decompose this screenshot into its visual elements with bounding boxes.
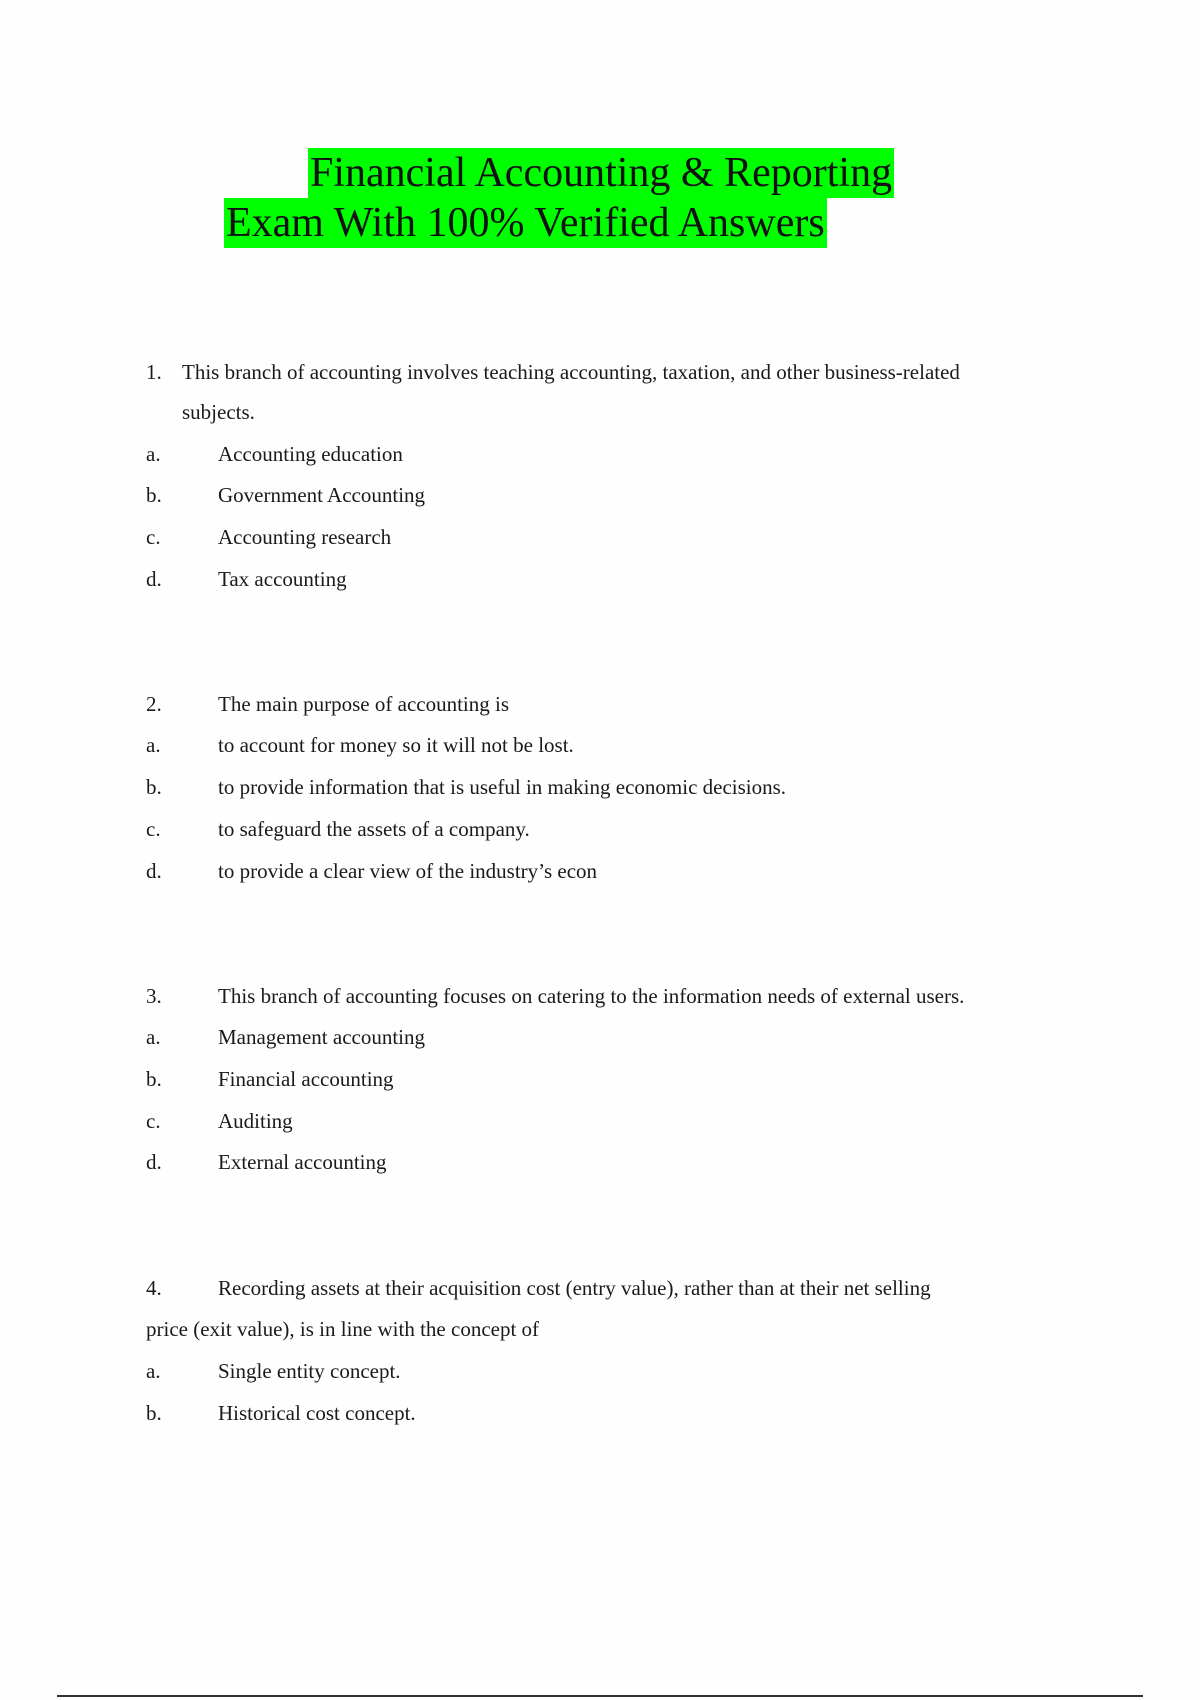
option-label: c. [146,817,161,841]
question-number: 4. [146,1276,162,1300]
option-label: b. [146,1401,162,1425]
option-text: Accounting education [218,442,403,466]
option-text: External accounting [218,1150,387,1174]
option-label: a. [146,1359,161,1383]
document-title-line-1: Financial Accounting & Reporting [310,150,893,196]
option-text: Financial accounting [218,1067,394,1091]
option-text: Management accounting [218,1025,426,1049]
option-text: to provide information that is useful in making economic decisions. [218,775,787,799]
question-text: This branch of accounting focuses on catering to the information needs of external users. [218,984,965,1008]
question-text: Recording assets at their acquisition cost (entry value), rather than at their net selling [218,1276,931,1300]
option-text: to safeguard the assets of a company. [218,817,530,841]
question-number: 2. [146,692,162,716]
option-label: d. [146,567,162,591]
option-text: Historical cost concept. [218,1401,416,1425]
option-label: c. [146,525,161,549]
question-number: 3. [146,984,162,1008]
option-label: a. [146,1025,161,1049]
option-label: b. [146,483,162,507]
document-title-line-2: Exam With 100% Verified Answers [226,200,825,246]
question-text: This branch of accounting involves teaching accounting, taxation, and other business-related [182,360,960,384]
option-text: Government Accounting [218,483,426,507]
option-label: b. [146,775,162,799]
option-text: Tax accounting [218,567,347,591]
question-text-continued: price (exit value), is in line with the concept of [146,1317,540,1341]
option-text: Single entity concept. [218,1359,401,1383]
option-text: to account for money so it will not be lost. [218,733,574,757]
option-label: d. [146,1150,162,1174]
option-text: Auditing [218,1109,293,1133]
option-label: c. [146,1109,161,1133]
question-number: 1. [146,360,162,384]
option-text: Accounting research [218,525,392,549]
option-label: a. [146,442,161,466]
option-label: b. [146,1067,162,1091]
question-text: The main purpose of accounting is [218,692,510,716]
option-label: d. [146,859,162,883]
option-label: a. [146,733,161,757]
option-text: to provide a clear view of the industry’s econ [218,859,598,883]
footer-divider [57,1695,1143,1697]
question-text-continued: subjects. [182,400,255,424]
